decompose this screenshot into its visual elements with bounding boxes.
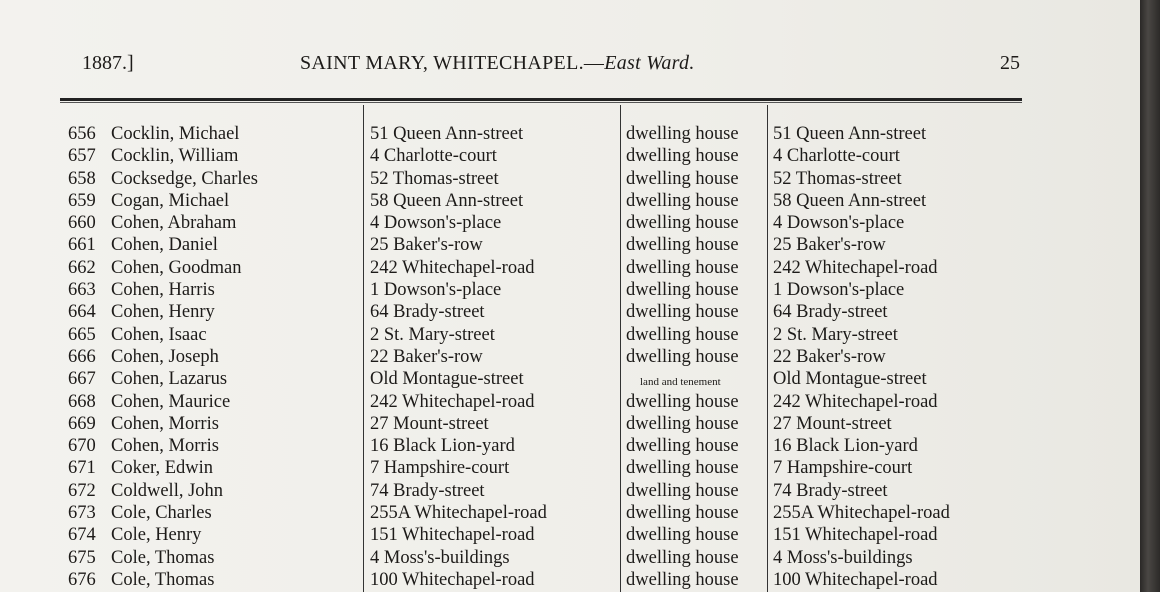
place-of-abode: 22 Baker's-row	[370, 346, 483, 367]
voter-number: 672	[68, 480, 96, 501]
qualification: dwelling house	[626, 503, 739, 524]
qualifying-property: 4 Charlotte-court	[773, 146, 900, 167]
voter-number: 666	[68, 346, 96, 367]
qualifying-property: 4 Dowson's-place	[773, 213, 905, 234]
place-of-abode: 242 Whitechapel-road	[370, 391, 535, 412]
voter-name: Cole, Henry	[111, 525, 202, 546]
voter-number: 664	[68, 302, 96, 323]
place-of-abode: 58 Queen Ann-street	[370, 190, 524, 211]
place-of-abode: 4 Moss's-buildings	[370, 547, 510, 568]
qualifying-property: 4 Moss's-buildings	[773, 547, 913, 568]
qualification: dwelling house	[626, 280, 739, 301]
voter-number: 660	[68, 213, 96, 234]
header-rule-thin	[60, 102, 1022, 103]
table-row	[0, 569, 1140, 591]
place-of-abode: 52 Thomas-street	[370, 168, 499, 189]
table-row	[0, 123, 1140, 145]
place-of-abode: 4 Dowson's-place	[370, 213, 502, 234]
table-row	[0, 145, 1140, 167]
place-of-abode: 64 Brady-street	[370, 302, 485, 323]
voter-number: 656	[68, 124, 96, 144]
table-row	[0, 502, 1140, 524]
voter-name: Coldwell, John	[111, 480, 224, 501]
qualification: dwelling house	[626, 458, 739, 479]
place-of-abode: 100 Whitechapel-road	[370, 569, 535, 590]
place-of-abode: 7 Hampshire-court	[370, 458, 510, 479]
table-row	[0, 391, 1140, 413]
voter-name: Cohen, Abraham	[111, 213, 237, 234]
voter-name: Cohen, Daniel	[111, 235, 218, 256]
table-row	[0, 234, 1140, 256]
qualification: dwelling house	[626, 213, 739, 234]
voter-name: Cohen, Harris	[111, 280, 215, 301]
qualifying-property: 64 Brady-street	[773, 302, 888, 323]
voter-name: Cocksedge, Charles	[111, 168, 258, 189]
voter-name: Cole, Thomas	[111, 547, 215, 568]
qualification: dwelling house	[626, 480, 739, 501]
voter-name: Cohen, Morris	[111, 436, 219, 457]
voter-name: Cole, Thomas	[111, 569, 215, 590]
qualifying-property: 242 Whitechapel-road	[773, 391, 938, 412]
voter-name: Cole, Charles	[111, 503, 212, 524]
voter-number: 673	[68, 503, 96, 524]
place-of-abode: 74 Brady-street	[370, 480, 485, 501]
place-of-abode: 151 Whitechapel-road	[370, 525, 535, 546]
voter-name: Coker, Edwin	[111, 458, 214, 479]
place-of-abode: 4 Charlotte-court	[370, 146, 497, 167]
header-ward: East Ward.	[604, 52, 695, 74]
table-row	[0, 257, 1140, 279]
voter-number: 659	[68, 190, 96, 211]
place-of-abode: 242 Whitechapel-road	[370, 257, 535, 278]
place-of-abode: 16 Black Lion-yard	[370, 436, 515, 457]
page-header	[0, 52, 1140, 82]
qualification: dwelling house	[626, 391, 739, 412]
qualifying-property: 16 Black Lion-yard	[773, 436, 918, 457]
place-of-abode: 25 Baker's-row	[370, 235, 483, 256]
table-row	[0, 524, 1140, 546]
voter-number: 665	[68, 324, 96, 345]
qualifying-property: 100 Whitechapel-road	[773, 569, 938, 590]
table-row	[0, 368, 1140, 390]
qualification: dwelling house	[626, 346, 739, 367]
qualification: dwelling house	[626, 413, 739, 434]
table-row	[0, 190, 1140, 212]
table-row	[0, 324, 1140, 346]
voter-name: Cohen, Morris	[111, 413, 219, 434]
voter-number: 663	[68, 280, 96, 301]
voter-number: 669	[68, 413, 96, 434]
voter-number: 667	[68, 369, 96, 390]
voter-name: Cohen, Henry	[111, 302, 215, 323]
qualifying-property: 2 St. Mary-street	[773, 324, 898, 345]
voter-number: 674	[68, 525, 96, 546]
qualifying-property: 52 Thomas-street	[773, 168, 902, 189]
voter-number: 658	[68, 168, 96, 189]
qualification: dwelling house	[626, 146, 739, 167]
voter-name: Cohen, Joseph	[111, 346, 219, 367]
qualifying-property: 7 Hampshire-court	[773, 458, 913, 479]
header-parish: SAINT MARY, WHITECHAPEL.—	[300, 52, 605, 74]
table-row	[0, 279, 1140, 301]
voter-name: Cogan, Michael	[111, 190, 230, 211]
qualifying-property: 151 Whitechapel-road	[773, 525, 938, 546]
table-row	[0, 547, 1140, 569]
qualification: dwelling house	[626, 302, 739, 323]
voter-name: Cocklin, Michael	[111, 124, 240, 144]
table-row	[0, 301, 1140, 323]
table-row	[0, 413, 1140, 435]
qualifying-property: 58 Queen Ann-street	[773, 190, 927, 211]
voter-name: Cohen, Lazarus	[111, 369, 228, 390]
voter-number: 668	[68, 391, 96, 412]
qualification: land and tenement	[640, 376, 721, 389]
page-number: 25	[1000, 52, 1020, 74]
qualifying-property: 74 Brady-street	[773, 480, 888, 501]
qualifying-property: 22 Baker's-row	[773, 346, 886, 367]
place-of-abode: 51 Queen Ann-street	[370, 124, 524, 144]
qualifying-property: Old Montague-street	[773, 369, 927, 390]
header-title	[300, 52, 695, 75]
voter-name: Cohen, Isaac	[111, 324, 207, 345]
qualification: dwelling house	[626, 235, 739, 256]
place-of-abode: Old Montague-street	[370, 369, 524, 390]
qualifying-property: 27 Mount-street	[773, 413, 892, 434]
register-table	[0, 123, 1140, 591]
place-of-abode: 27 Mount-street	[370, 413, 489, 434]
place-of-abode: 255A Whitechapel-road	[370, 503, 547, 524]
book-spine	[1140, 0, 1160, 592]
header-rule	[60, 98, 1022, 101]
table-row	[0, 480, 1140, 502]
voter-number: 657	[68, 146, 96, 167]
qualification: dwelling house	[626, 124, 739, 144]
voter-name: Cohen, Goodman	[111, 257, 242, 278]
qualification: dwelling house	[626, 168, 739, 189]
header-year: 1887.]	[82, 52, 134, 74]
table-row	[0, 346, 1140, 368]
qualifying-property: 242 Whitechapel-road	[773, 257, 938, 278]
place-of-abode: 2 St. Mary-street	[370, 324, 495, 345]
voter-number: 671	[68, 458, 96, 479]
qualification: dwelling house	[626, 436, 739, 457]
voter-number: 676	[68, 569, 96, 590]
qualifying-property: 25 Baker's-row	[773, 235, 886, 256]
qualifying-property: 1 Dowson's-place	[773, 280, 905, 301]
qualification: dwelling house	[626, 525, 739, 546]
qualifying-property: 51 Queen Ann-street	[773, 124, 927, 144]
table-row	[0, 457, 1140, 479]
table-row	[0, 212, 1140, 234]
voter-name: Cohen, Maurice	[111, 391, 231, 412]
voter-name: Cocklin, William	[111, 146, 239, 167]
qualification: dwelling house	[626, 257, 739, 278]
table-row	[0, 168, 1140, 190]
qualification: dwelling house	[626, 190, 739, 211]
place-of-abode: 1 Dowson's-place	[370, 280, 502, 301]
voter-number: 662	[68, 257, 96, 278]
qualifying-property: 255A Whitechapel-road	[773, 503, 950, 524]
voter-number: 675	[68, 547, 96, 568]
qualification: dwelling house	[626, 569, 739, 590]
voter-number: 661	[68, 235, 96, 256]
table-row	[0, 435, 1140, 457]
qualification: dwelling house	[626, 324, 739, 345]
qualification: dwelling house	[626, 547, 739, 568]
voter-number: 670	[68, 436, 96, 457]
